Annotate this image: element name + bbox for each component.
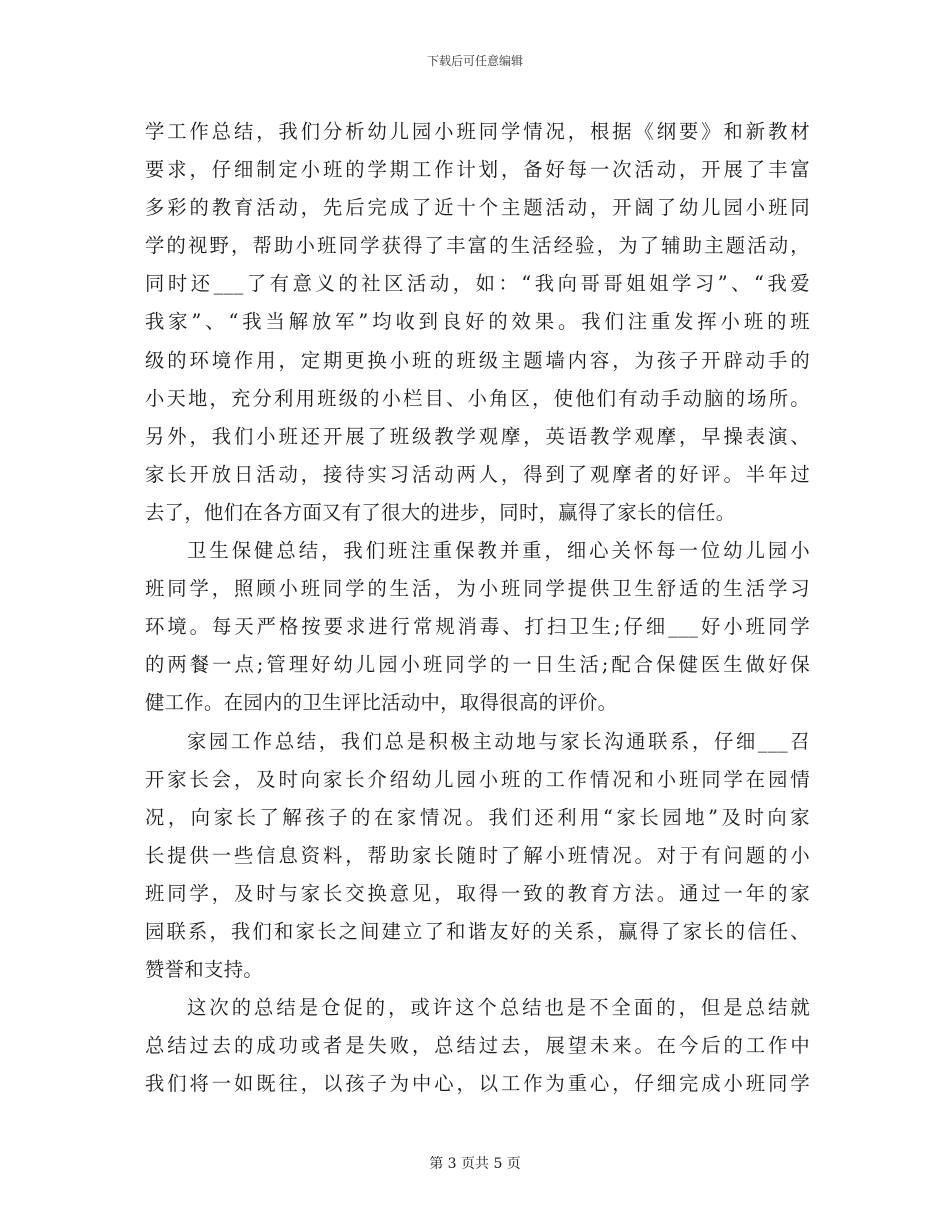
text-line: 级的环境作用，定期更换小班的班级主题墙内容，为孩子开辟动手的	[145, 348, 810, 372]
text-line: 赞誉和支持。	[145, 958, 264, 982]
page-number-footer: 第 3 页共 5 页	[429, 1156, 521, 1172]
text-line: 小天地，充分利用班级的小栏目、小角区，使他们有动手动脑的场所。	[145, 386, 810, 410]
text-line: 的两餐一点;管理好幼儿园小班同学的一日生活;配合保健医生做好保	[145, 653, 810, 677]
text-line: 去了，他们在各方面又有了很大的进步，同时，赢得了家长的信任。	[145, 500, 736, 524]
text-line: 另外，我们小班还开展了班级教学观摩，英语教学观摩，早操表演、	[145, 424, 810, 448]
text-line: 我们将一如既往，以孩子为中心，以工作为重心，仔细完成小班同学	[145, 1072, 810, 1096]
text-line: 同时还___了有意义的社区活动，如：“我向哥哥姐姐学习”、“我爱	[145, 272, 810, 296]
text-line: 长提供一些信息资料，帮助家长随时了解小班情况。对于有问题的小	[145, 843, 810, 867]
text-line: 园联系，我们和家长之间建立了和谐友好的关系，赢得了家长的信任、	[145, 919, 810, 943]
text-line: 班同学，照顾小班同学的生活，为小班同学提供卫生舒适的生活学习	[145, 577, 810, 601]
document-body	[145, 113, 810, 1103]
text-line: 我家”、“我当解放军”均收到良好的效果。我们注重发挥小班的班	[145, 310, 810, 334]
page-header: 下载后可任意编辑	[426, 54, 523, 68]
paragraph-first-line: 家园工作总结，我们总是积极主动地与家长沟通联系，仔细___召	[187, 729, 810, 753]
text-line: 健工作。在园内的卫生评比活动中，取得很高的评价。	[145, 691, 618, 715]
text-line: 开家长会，及时向家长介绍幼儿园小班的工作情况和小班同学在园情	[145, 767, 810, 791]
text-line: 家长开放日活动，接待实习活动两人，得到了观摩者的好评。半年过	[145, 462, 810, 486]
text-line: 学工作总结，我们分析幼儿园小班同学情况，根据《纲要》和新教材	[145, 120, 810, 143]
text-line: 班同学，及时与家长交换意见，取得一致的教育方法。通过一年的家	[145, 881, 810, 905]
paragraph-first-line: 这次的总结是仓促的，或许这个总结也是不全面的，但是总结就	[187, 996, 810, 1020]
text-line: 学的视野，帮助小班同学获得了丰富的生活经验，为了辅助主题活动，	[145, 234, 810, 258]
paragraph-first-line: 卫生保健总结，我们班注重保教并重，细心关怀每一位幼儿园小	[187, 539, 810, 563]
text-line: 况，向家长了解孩子的在家情况。我们还利用“家长园地”及时向家	[145, 805, 810, 829]
text-line: 多彩的教育活动，先后完成了近十个主题活动，开阔了幼儿园小班同	[145, 196, 810, 220]
text-line: 环境。每天严格按要求进行常规消毒、打扫卫生;仔细___好小班同学	[145, 615, 810, 639]
text-line: 总结过去的成功或者是失败，总结过去，展望未来。在今后的工作中	[145, 1034, 810, 1058]
text-line: 要求，仔细制定小班的学期工作计划，备好每一次活动，开展了丰富	[145, 158, 810, 182]
